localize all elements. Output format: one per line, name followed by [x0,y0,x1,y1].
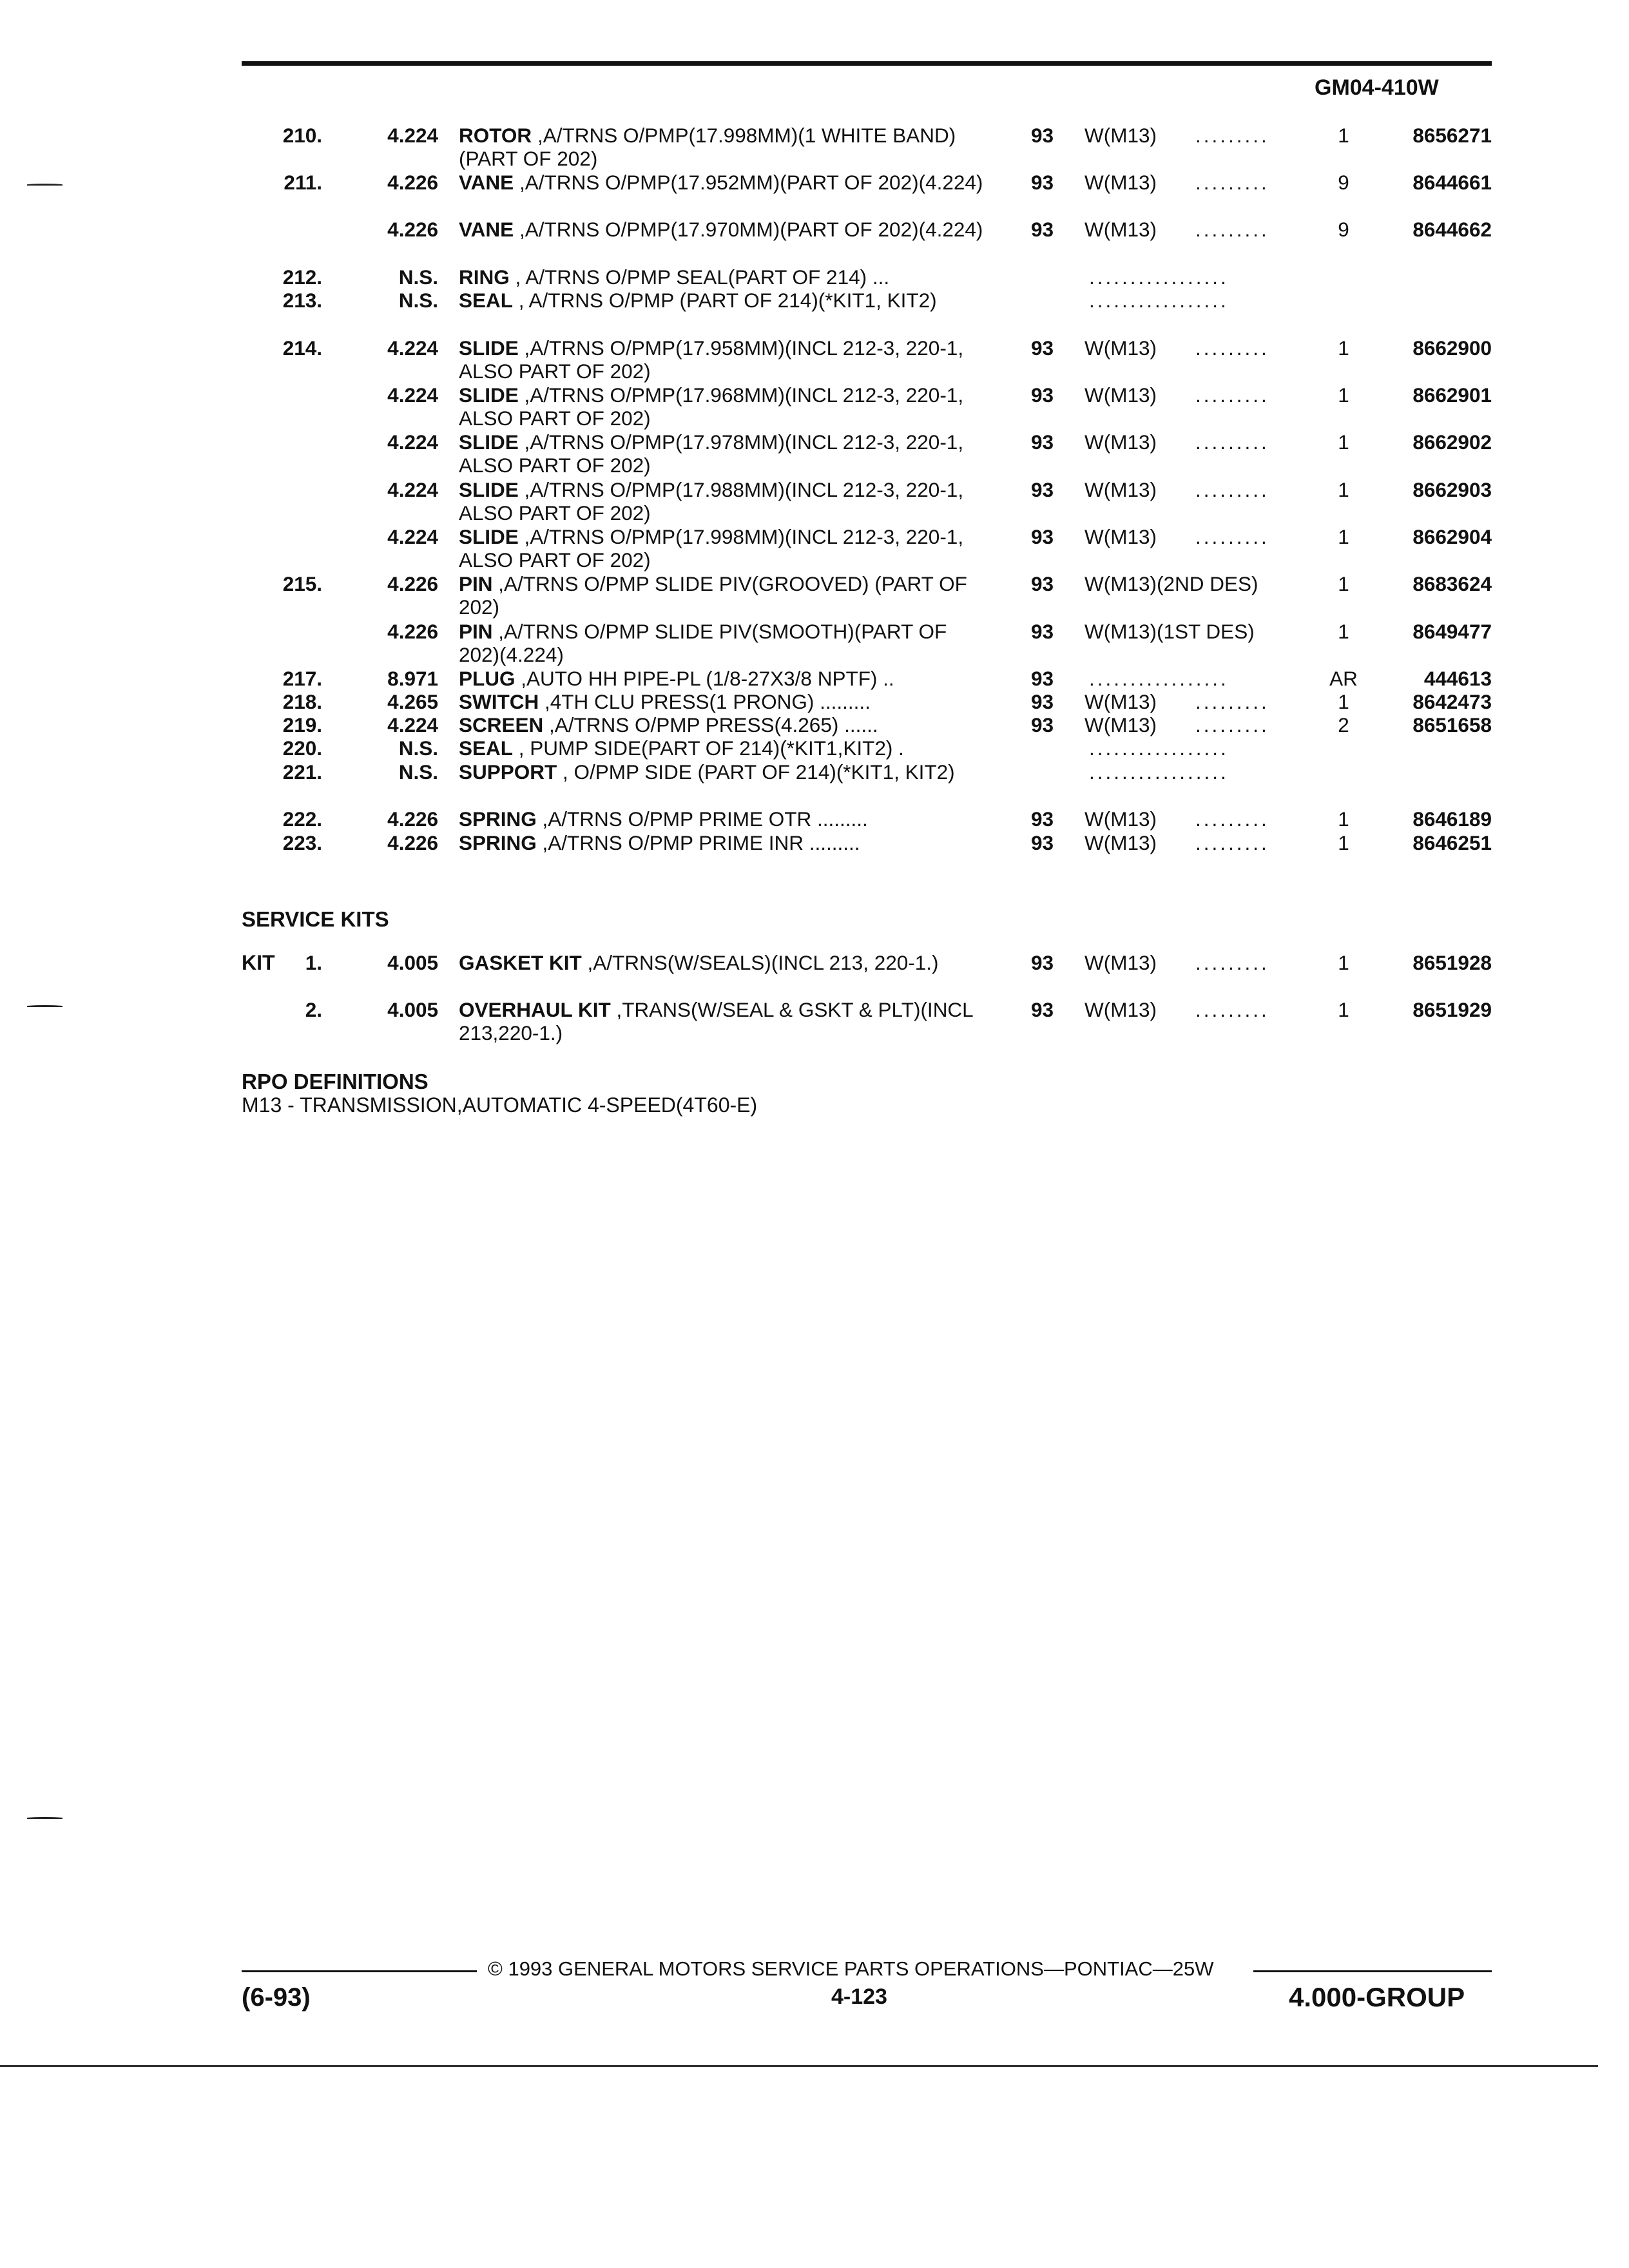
model-year: 93 [1031,430,1054,454]
group-number: 4.224 [387,383,438,407]
part-number: 8651928 [1412,951,1492,974]
part-description [459,690,987,713]
margin-mark [27,1817,63,1819]
bottom-line [0,2065,1598,2067]
part-description [459,998,987,1044]
part-detail: , A/TRNS O/PMP (PART OF 214)(*KIT1, KIT2) [513,289,937,312]
quantity: 1 [1338,690,1349,713]
part-number: 8662900 [1412,336,1492,360]
usage-code: W(M13) [1084,336,1157,360]
item-number: 222. [282,807,322,831]
group-number: N.S. [398,289,438,312]
group-number: 4.005 [387,951,438,974]
leader-dots: ......... [1195,998,1269,1021]
footer-rule-left [242,1970,477,1972]
part-description [459,807,987,831]
group-number: 4.226 [387,572,438,595]
part-number: 8662901 [1412,383,1492,407]
item-number: 219. [282,713,322,736]
part-detail: ,A/TRNS O/PMP PRIME OTR ......... [536,807,868,831]
item-number: 223. [282,831,322,854]
part-number: 8649477 [1412,620,1492,643]
group-number: 4.226 [387,218,438,241]
usage-code: W(M13) [1084,951,1157,974]
part-description [459,831,987,854]
model-year: 93 [1031,807,1054,831]
leader-dots: ................. [1089,736,1229,760]
group-number: 4.226 [387,171,438,194]
part-description [459,525,987,572]
model-year: 93 [1031,336,1054,360]
part-detail: , O/PMP SIDE (PART OF 214)(*KIT1, KIT2) [557,760,955,783]
part-number: 8644662 [1412,218,1492,241]
part-detail: ,A/TRNS O/PMP(17.970MM)(PART OF 202)(4.224) [514,218,983,241]
part-number: 8662904 [1412,525,1492,548]
usage-code: W(M13) [1084,998,1157,1021]
item-number: 1. [305,951,322,974]
header-rule [242,61,1492,66]
part-number: 8646251 [1412,831,1492,854]
leader-dots: ......... [1195,951,1269,974]
quantity: 1 [1338,831,1349,854]
part-description [459,713,987,736]
usage-code: W(M13) [1084,525,1157,548]
item-number: 213. [282,289,322,312]
quantity: 1 [1338,620,1349,643]
group-number: 4.224 [387,336,438,360]
leader-dots: ......... [1195,713,1269,736]
item-number: 210. [282,124,322,147]
group-number: 4.224 [387,124,438,147]
group-number: N.S. [398,760,438,783]
part-name: SLIDE [459,383,519,407]
part-name: SUPPORT [459,760,557,783]
group-number: 4.226 [387,620,438,643]
leader-dots: ......... [1195,690,1269,713]
model-year: 93 [1031,620,1054,643]
margin-mark [27,1005,63,1007]
part-detail: ,A/TRNS O/PMP SLIDE PIV(GROOVED) (PART OF 202) [459,572,967,619]
group-number: 4.226 [387,831,438,854]
leader-dots: ......... [1195,218,1269,241]
part-description [459,478,987,524]
leader-dots: ................. [1089,289,1229,312]
model-year: 93 [1031,998,1054,1021]
model-year: 93 [1031,951,1054,974]
part-description [459,572,987,619]
quantity: 9 [1338,171,1349,194]
usage-code: W(M13) [1084,831,1157,854]
part-description [459,124,987,170]
part-detail: ,A/TRNS O/PMP SLIDE PIV(SMOOTH)(PART OF 202)(4.224) [459,620,947,666]
part-description [459,760,987,783]
part-description [459,430,987,477]
part-number: 8651658 [1412,713,1492,736]
part-name: SEAL [459,289,514,312]
usage-code: W(M13) [1084,171,1157,194]
item-number: 218. [282,690,322,713]
footer-copyright: © 1993 GENERAL MOTORS SERVICE PARTS OPERATIONS—PONTIAC—25W [488,1957,1214,1980]
rpo-definition: M13 - TRANSMISSION,AUTOMATIC 4-SPEED(4T60-E) [242,1093,758,1117]
part-name: VANE [459,171,514,194]
part-name: PIN [459,572,493,595]
quantity: AR [1329,667,1358,690]
quantity: 1 [1338,478,1349,501]
part-detail: ,A/TRNS O/PMP(17.978MM)(INCL 212-3, 220-1, ALSO PART OF 202) [459,430,964,477]
item-number: 217. [282,667,322,690]
part-name: ROTOR [459,124,532,147]
usage-code: W(M13) [1084,430,1157,454]
quantity: 1 [1338,336,1349,360]
item-number: 212. [282,265,322,289]
part-detail: , PUMP SIDE(PART OF 214)(*KIT1,KIT2) . [513,736,904,760]
quantity: 1 [1338,124,1349,147]
quantity: 9 [1338,218,1349,241]
part-name: PIN [459,620,493,643]
part-number: 8662903 [1412,478,1492,501]
group-number: N.S. [398,265,438,289]
group-number: 4.226 [387,807,438,831]
part-name: RING [459,265,510,289]
part-description [459,265,987,289]
quantity: 1 [1338,525,1349,548]
part-detail: , A/TRNS O/PMP SEAL(PART OF 214) ... [509,265,890,289]
group-number: 4.224 [387,525,438,548]
part-detail: ,AUTO HH PIPE-PL (1/8-27X3/8 NPTF) .. [515,667,894,690]
part-description [459,171,987,194]
part-number: 8656271 [1412,124,1492,147]
part-name: VANE [459,218,514,241]
model-year: 93 [1031,171,1054,194]
leader-dots: ................. [1089,667,1229,690]
leader-dots: ......... [1195,831,1269,854]
part-description [459,336,987,383]
part-detail: ,A/TRNS O/PMP(17.968MM)(INCL 212-3, 220-1, ALSO PART OF 202) [459,383,964,430]
part-detail: ,A/TRNS O/PMP PRESS(4.265) ...... [543,713,878,736]
part-description [459,620,987,666]
service-kits-heading: SERVICE KITS [242,907,389,931]
part-name: SWITCH [459,690,539,713]
part-detail: ,A/TRNS O/PMP PRIME INR ......... [536,831,860,854]
part-number: 8683624 [1412,572,1492,595]
model-year: 93 [1031,690,1054,713]
leader-dots: ......... [1195,383,1269,407]
part-detail: ,A/TRNS O/PMP(17.958MM)(INCL 212-3, 220-1, ALSO PART OF 202) [459,336,964,383]
part-number: 8646189 [1412,807,1492,831]
part-name: SLIDE [459,478,519,501]
part-name: GASKET KIT [459,951,582,974]
part-description [459,218,987,241]
model-year: 93 [1031,525,1054,548]
footer-group: 4.000-GROUP [1289,1982,1465,2012]
item-number: 211. [284,171,322,194]
leader-dots: ......... [1195,171,1269,194]
part-description [459,667,987,690]
usage-code: W(M13) [1084,124,1157,147]
usage-code: W(M13) [1084,807,1157,831]
part-detail: ,TRANS(W/SEAL & GSKT & PLT)(INCL 213,220-1.) [459,998,973,1044]
leader-dots: ................. [1089,265,1229,289]
part-detail: ,A/TRNS O/PMP(17.998MM)(INCL 212-3, 220-1, ALSO PART OF 202) [459,525,964,572]
footer-page-number: 4-123 [831,1984,887,2009]
part-number: 444613 [1423,667,1492,690]
part-name: SCREEN [459,713,544,736]
usage-code: W(M13)(2ND DES) [1084,572,1258,595]
item-number: 214. [282,336,322,360]
group-number: 4.005 [387,998,438,1021]
part-description [459,383,987,430]
part-detail: ,A/TRNS O/PMP(17.952MM)(PART OF 202)(4.224) [514,171,983,194]
model-year: 93 [1031,572,1054,595]
usage-code: W(M13)(1ST DES) [1084,620,1255,643]
part-name: PLUG [459,667,516,690]
group-number: 4.224 [387,478,438,501]
part-name: SLIDE [459,336,519,360]
part-description [459,289,987,312]
header-code: GM04-410W [1315,75,1439,100]
leader-dots: ................. [1089,760,1229,783]
part-name: SLIDE [459,525,519,548]
part-number: 8644661 [1412,171,1492,194]
quantity: 1 [1338,383,1349,407]
kit-label: KIT [242,951,275,974]
model-year: 93 [1031,667,1054,690]
quantity: 1 [1338,951,1349,974]
footer-date: (6-93) [242,1983,311,2012]
group-number: 8.971 [387,667,438,690]
model-year: 93 [1031,218,1054,241]
model-year: 93 [1031,383,1054,407]
leader-dots: ......... [1195,336,1269,360]
item-number: 220. [282,736,322,760]
rpo-heading: RPO DEFINITIONS [242,1070,429,1093]
part-name: SLIDE [459,430,519,454]
quantity: 1 [1338,430,1349,454]
item-number: 2. [305,998,322,1021]
group-number: 4.265 [387,690,438,713]
quantity: 2 [1338,713,1349,736]
part-detail: ,A/TRNS O/PMP(17.988MM)(INCL 212-3, 220-1, ALSO PART OF 202) [459,478,964,524]
item-number: 215. [282,572,322,595]
part-name: SPRING [459,807,537,831]
usage-code: W(M13) [1084,478,1157,501]
part-number: 8662902 [1412,430,1492,454]
footer-rule-right [1253,1970,1492,1972]
leader-dots: ......... [1195,478,1269,501]
part-detail: ,A/TRNS(W/SEALS)(INCL 213, 220-1.) [581,951,939,974]
part-number: 8642473 [1412,690,1492,713]
quantity: 1 [1338,572,1349,595]
leader-dots: ......... [1195,430,1269,454]
part-detail: ,A/TRNS O/PMP(17.998MM)(1 WHITE BAND)(PART OF 202) [459,124,956,170]
model-year: 93 [1031,478,1054,501]
quantity: 1 [1338,998,1349,1021]
part-number: 8651929 [1412,998,1492,1021]
usage-code: W(M13) [1084,383,1157,407]
group-number: 4.224 [387,430,438,454]
part-detail: ,4TH CLU PRESS(1 PRONG) ......... [539,690,871,713]
quantity: 1 [1338,807,1349,831]
model-year: 93 [1031,831,1054,854]
margin-mark [27,184,63,186]
group-number: N.S. [398,736,438,760]
part-description [459,736,987,760]
part-name: OVERHAUL KIT [459,998,611,1021]
leader-dots: ......... [1195,124,1269,147]
group-number: 4.224 [387,713,438,736]
leader-dots: ......... [1195,525,1269,548]
model-year: 93 [1031,124,1054,147]
leader-dots: ......... [1195,807,1269,831]
usage-code: W(M13) [1084,690,1157,713]
item-number: 221. [282,760,322,783]
usage-code: W(M13) [1084,713,1157,736]
part-name: SEAL [459,736,514,760]
usage-code: W(M13) [1084,218,1157,241]
model-year: 93 [1031,713,1054,736]
part-description [459,951,987,974]
part-name: SPRING [459,831,537,854]
